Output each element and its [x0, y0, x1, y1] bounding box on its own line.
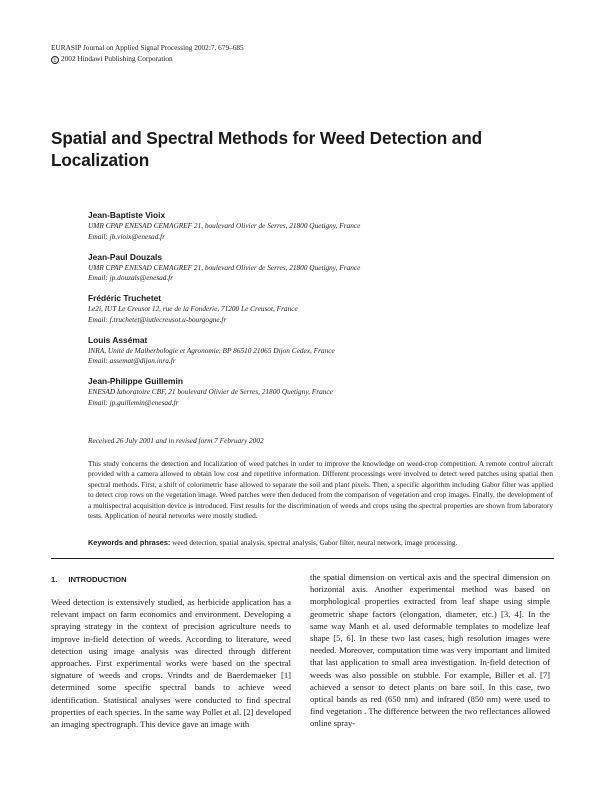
author-affiliation: Le2i, IUT Le Creusot 12, rue de la Fonderie, 71200 Le Creusot, France — [88, 304, 298, 313]
author-affiliation: UMR CPAP ENESAD CEMAGREF 21, boulevard Olivier de Serres, 21800 Quetigny, France — [88, 262, 361, 272]
abstract: This study concerns the detection and localization of weed patches in order to improve the knowledge on weed-crop competition. A remote control aircraft provided with a camera allowed to obtain low cost and repetitive information. Different processings were involved to detect weed patches using spatial then spectral methods. First, a shift of colorimetric base allowed to separate the soil and plant pixels. Then, a specific algorithm including Gabor filter was applied to detect crop rows on the vegetation image. Weed patches were then deduced from the comparison of vegetation and crop images. Finally, the development of a multispectral acquisition device is introduced. First results for the discrimination of weeds and crops using the spectral properties are shown from laboratory tests. Application of neural networks were mostly studied. — [88, 459, 553, 521]
author-email[interactable]: Email: jp.douzals@enesad.fr — [88, 273, 174, 282]
copyright-icon: c — [51, 56, 59, 64]
author-affiliation: ENESAD laboratoire CBF, 21 boulevard Olivier de Serres, 21800 Quetigny, France — [88, 387, 333, 396]
copyright-text: 2002 Hindawi Publishing Corporation — [61, 53, 173, 63]
body-paragraph: the spatial dimension on vertical axis and the spectral dimension on horizontal axis. Another experimental method was based on morphological properties extracted from leaf shape using simple geometric shape factors (elongation, diameter, etc.) [3, 4]. In the same way Manh et al. used deformable templates to modelize leaf shape [5, 6]. In these two last cases, high resolution images were needed. Moreover, computation time was very important and limited that last application to small area investigation. In-field detection of weeds was also possible on stubble. For example, Biller et al. [7] achieved a sensor to detect plants on bare soil. In this case, two optical bands as red (650 nm) and infrared (850 nm) were used to find vegetation . The difference between the two reflectances allowed online spray- — [310, 572, 550, 729]
author-name: Jean-Baptiste Vioix — [88, 210, 166, 220]
author-block — [88, 375, 553, 408]
body-column-right — [310, 571, 550, 730]
author-email[interactable]: Email: assemat@dijon.inra.fr — [88, 356, 176, 365]
body-column-left — [51, 575, 291, 730]
author-email[interactable]: Email: jb.vioix@enesad.fr — [88, 231, 166, 241]
keywords-label: Keywords and phrases: — [88, 538, 171, 547]
author-affiliation: INRA, Unité de Malherbologie et Agronomie, BP 86510 21065 Dijon Cedex, France — [88, 345, 335, 355]
section-number: 1. — [51, 575, 58, 584]
keywords-text: weed detection, spatial analysis, spectral analysis, Gabor filter, neural network, image processing. — [172, 538, 458, 547]
author-name: Louis Assémat — [88, 334, 148, 345]
body-paragraph: Weed detection is extensively studied, as herbicide application has a relevant impact on farm economics and environment. Developing a spraying strategy in the context of precision agriculture needs to improve in-field detection of weeds. According to literature, weed detection using image analysis was directed through different approaches. First experimental works were based on the spectral signature of weeds and crops. Vrindts and de Baerdemaeker [1] determined some specific spectral bands to achieve weed identification. Statistical analyses were conducted to find spectral properties of each species. In the same way Pollet et al. [2] developed an imaging spectrograph. This device gave an image with — [51, 597, 291, 730]
author-email[interactable]: Email: jp.guillemin@enesad.fr — [88, 397, 179, 407]
author-affiliation: UMR CPAP ENESAD CEMAGREF 21, boulevard Olivier de Serres, 21800 Quetigny, France — [88, 221, 361, 230]
section-heading — [51, 575, 291, 585]
keywords — [88, 538, 553, 548]
author-list — [88, 209, 553, 417]
author-email[interactable]: Email: f.truchetet@iutlecreusot.u-bourgogne.fr — [88, 314, 227, 324]
copyright-line — [51, 54, 244, 65]
received-date: Received 26 July 2001 and in revised form 7 February 2002 — [88, 436, 264, 445]
author-block — [88, 334, 553, 367]
author-name: Jean-Philippe Guillemin — [88, 376, 183, 386]
author-name: Frédéric Truchetet — [88, 293, 162, 303]
paper-title: Spatial and Spectral Methods for Weed Detection and Localization — [51, 128, 483, 170]
journal-header — [51, 43, 244, 64]
section-divider — [51, 558, 554, 559]
journal-citation: EURASIP Journal on Applied Signal Processing 2002:7, 679–685 — [51, 43, 244, 52]
author-name: Jean-Paul Douzals — [88, 251, 163, 262]
author-block — [88, 292, 553, 325]
section-title: INTRODUCTION — [68, 575, 127, 584]
author-block — [88, 251, 553, 284]
author-block — [88, 209, 553, 242]
